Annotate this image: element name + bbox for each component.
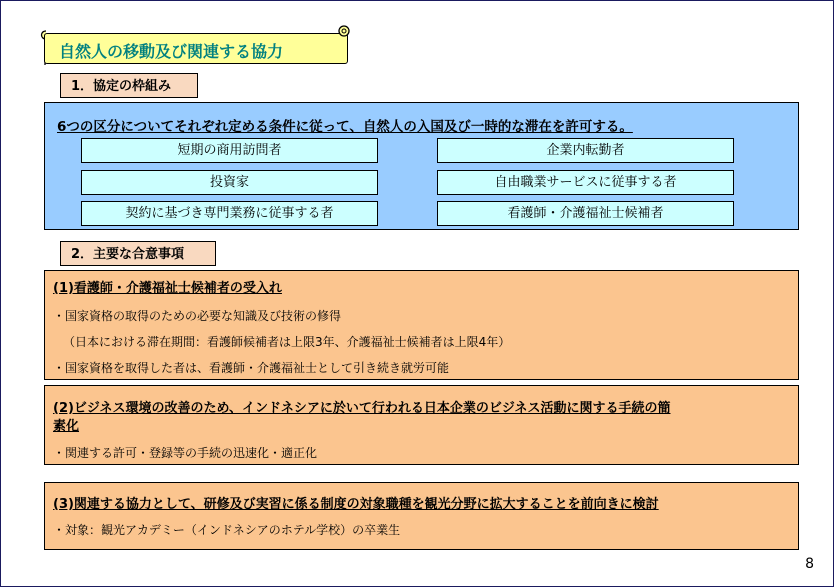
category-box: 自由職業サービスに従事する者 — [437, 170, 734, 195]
item-heading: (3)関連する協力として、研修及び実習に係る制度の対象職種を観光分野に拡大することを前向きに検討 — [53, 497, 659, 512]
item-line: （日本における滞在期間：看護師候補者は上限3年、介護福祉士候補者は上限4年） — [63, 335, 511, 349]
item-heading: (2)ビジネス環境の改善のため、インドネシアに於いて行われる日本企業のビジネス活動に関する手続の簡 — [53, 401, 671, 416]
item-heading: (1)看護師・介護福祉士候補者の受入れ — [53, 281, 282, 296]
scroll-curl-right-icon — [337, 24, 351, 38]
section2-label: 2．主要な合意事項 — [60, 241, 216, 266]
framework-lead: 6つの区分についてそれぞれ定める条件に従って、自然人の入国及び一時的な滞在を許可する。 — [57, 119, 633, 135]
page-title: 自然人の移動及び関連する協力 — [59, 42, 284, 61]
item-line: ・国家資格の取得のための必要な知識及び技術の修得 — [53, 309, 342, 323]
agreement-item-3 — [44, 482, 799, 550]
item-heading-cont: 素化 — [53, 419, 80, 434]
agreement-item-1 — [44, 270, 799, 380]
page-number: 8 — [805, 556, 814, 572]
category-box: 投資家 — [81, 170, 378, 195]
section1-label: 1．協定の枠組み — [60, 73, 198, 98]
title-banner — [44, 33, 348, 64]
category-box: 契約に基づき専門業務に従事する者 — [81, 201, 378, 226]
item-line: ・対象：観光アカデミー（インドネシアのホテル学校）の卒業生 — [53, 523, 401, 537]
item-line: ・国家資格を取得した者は、看護師・介護福祉士として引き続き就労可能 — [53, 361, 450, 375]
category-box: 看護師・介護福祉士候補者 — [437, 201, 734, 226]
item-line: ・関連する許可・登録等の手続の迅速化・適正化 — [53, 446, 318, 460]
category-box: 企業内転勤者 — [437, 138, 734, 163]
category-box: 短期の商用訪問者 — [81, 138, 378, 163]
agreement-item-2 — [44, 385, 799, 465]
